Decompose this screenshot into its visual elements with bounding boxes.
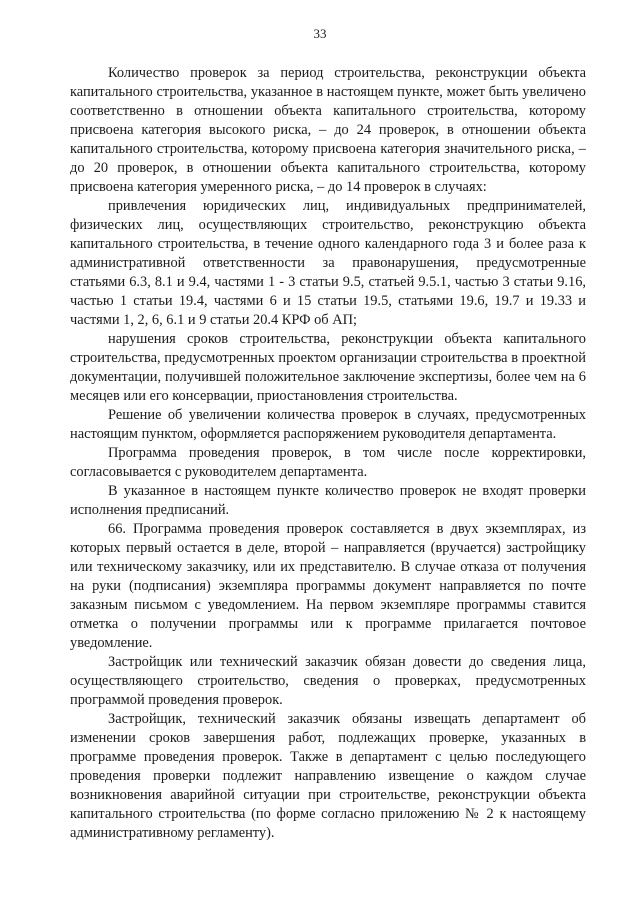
paragraph: привлечения юридических лиц, индивидуальных предпринимателей, физических лиц, осуществляющих строительство, реконструкцию объекта капитального строительства, в течение одного календарного года 3 и более раза к административной ответственности за правонарушения, предусмотренные статьями 6.3, 8.1 и 9.4, частями 1 - 3 статьи 9.5, статьей 9.5.1, частью 3 статьи 9.16, частью 1 статьи 19.4, частями 6 и 15 статьи 19.5, статьями 19.6, 19.7 и 19.33 и частями 1, 2, 6, 6.1 и 9 статьи 20.4 КРФ об АП; [70, 198, 586, 328]
page-number: 33 [313, 26, 327, 41]
paragraph: В указанное в настоящем пункте количество проверок не входят проверки исполнения предписаний. [70, 483, 586, 518]
paragraph: Застройщик или технический заказчик обязан довести до сведения лица, осуществляющего строительство, сведения о проверках, предусмотренных программой проведения проверок. [70, 654, 586, 708]
paragraph: нарушения сроков строительства, реконструкции объекта капитального строительства, предусмотренных проектом организации строительства в проектной документации, получившей положительное заключение экспертизы, более чем на 6 месяцев или его консервации, приостановления строительства. [70, 331, 586, 404]
document-body [70, 64, 586, 843]
paragraph: Программа проведения проверок, в том числе после корректировки, согласовывается с руководителем департамента. [70, 445, 586, 480]
paragraph: Количество проверок за период строительства, реконструкции объекта капитального строительства, указанное в настоящем пункте, может быть увеличено соответственно в отношении объекта капитального строительства, которому присвоена категория высокого риска, – до 24 проверок, в отношении объекта капитального строительства, которому присвоена категория значительного риска, – до 20 проверок, в отношении объекта капитального строительства, которому присвоена категория умеренного риска, – до 14 проверок в случаях: [70, 65, 586, 195]
paragraph: Решение об увеличении количества проверок в случаях, предусмотренных настоящим пунктом, оформляется распоряжением руководителя департамента. [70, 407, 586, 442]
paragraph: Застройщик, технический заказчик обязаны извещать департамент об изменении сроков завершения работ, подлежащих проверке, указанных в программе проведения проверок. Также в департамент с целью последующего проведения проверки подлежит направлению извещение о каждом случае возникновения аварийной ситуации при строительстве, реконструкции объекта капитального строительства (по форме согласно приложению № 2 к настоящему административному регламенту). [70, 711, 586, 841]
paragraph: 66. Программа проведения проверок составляется в двух экземплярах, из которых первый остается в деле, второй – направляется (вручается) застройщику или техническому заказчику, или их представителю. В случае отказа от получения на руки (подписания) экземпляра программы документ направляется по почте заказным письмом с уведомлением. На первом экземпляре программы ставится отметка о получении программы или к программе прилагается почтовое уведомление. [70, 521, 586, 651]
